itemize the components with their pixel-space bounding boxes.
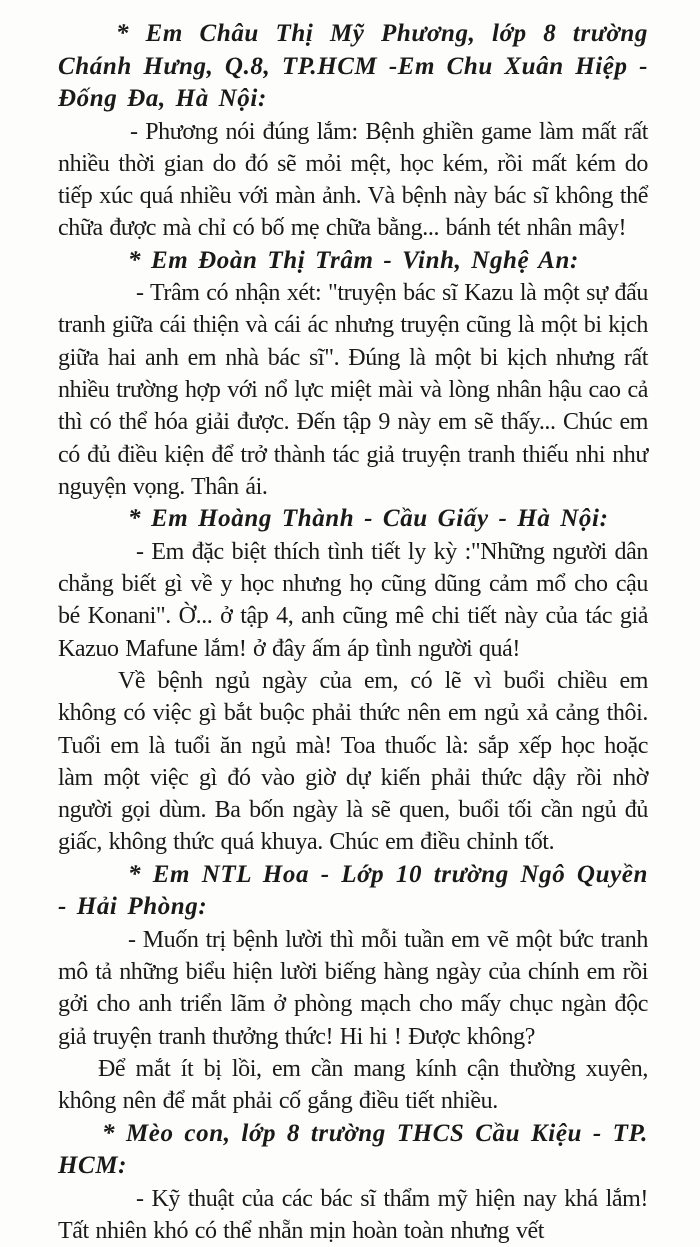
letter-reply-2 bbox=[58, 245, 648, 504]
letter-reply-1 bbox=[58, 18, 648, 245]
letter-heading: * Em Hoàng Thành - Cầu Giấy - Hà Nội: bbox=[128, 505, 609, 533]
reply-paragraph: - Em đặc biệt thích tình tiết ly kỳ :"Những người dân chẳng biết gì về y học nhưng họ cũng dũng cảm mổ cho cậu bé Konani". Ờ... ở tập 4, anh cũng mê chi tiết này của tác giả Kazuo Mafune lắm! ở đây ấm áp tình người quá! bbox=[58, 538, 648, 662]
text-column bbox=[58, 18, 648, 1247]
letter-heading: * Mèo con, lớp 8 trường THCS Cầu Kiệu - TP. HCM: bbox=[58, 1119, 648, 1180]
letter-heading: * Em Đoàn Thị Trâm - Vinh, Nghệ An: bbox=[128, 246, 579, 274]
letter-reply-5 bbox=[58, 1118, 648, 1247]
letter-reply-4 bbox=[58, 859, 648, 1118]
letter-heading: * Em Châu Thị Mỹ Phương, lớp 8 trường Chánh Hưng, Q.8, TP.HCM -Em Chu Xuân Hiệp - Đống Đa, Hà Nội: bbox=[58, 20, 648, 112]
letter-heading: * Em NTL Hoa - Lớp 10 trường Ngô Quyền - Hải Phòng: bbox=[58, 860, 648, 921]
reply-paragraph: Để mắt ít bị lồi, em cần mang kính cận thường xuyên, không nên để mắt phải cố gắng điều tiết nhiều. bbox=[58, 1055, 648, 1115]
reply-paragraph: - Trâm có nhận xét: "truyện bác sĩ Kazu là một sự đấu tranh giữa cái thiện và cái ác nhưng truyện cũng là một bi kịch giữa hai anh em nhà bác sĩ". Đúng là một bi kịch nhưng rất nhiều trường hợp với nổ lực miệt mài và lòng nhân hậu cao cả thì có thể hóa giải được. Đến tập 9 này em sẽ thấy... Chúc em có đủ điều kiện để trở thành tác giả truyện tranh thiếu nhi như nguyện vọng. Thân ái. bbox=[58, 280, 648, 500]
reply-paragraph: - Kỹ thuật của các bác sĩ thẩm mỹ hiện nay khá lắm! Tất nhiên khó có thể nhẵn mịn hoàn toàn nhưng vết bbox=[58, 1185, 648, 1244]
reply-paragraph: - Phương nói đúng lắm: Bệnh ghiền game làm mất rất nhiều thời gian do đó sẽ mỏi mệt, học kém, rồi mất kém do tiếp xúc quá nhiều với màn ảnh. Và bệnh này bác sĩ không thể chữa được mà chỉ có bố mẹ chữa bằng... bánh tét nhân mây! bbox=[58, 118, 648, 242]
reply-paragraph: - Muốn trị bệnh lười thì mỗi tuần em vẽ một bức tranh mô tả những biểu hiện lười biếng hàng ngày của chính em rồi gởi cho anh triển lãm ở phòng mạch cho mấy chục ngàn độc giả truyện tranh thưởng thức! Hi hi ! Được không? bbox=[58, 926, 648, 1050]
letter-reply-3 bbox=[58, 503, 648, 858]
reply-paragraph: Về bệnh ngủ ngày của em, có lẽ vì buổi chiều em không có việc gì bắt buộc phải thức nên em ngủ xả cảng thôi. Tuổi em là tuổi ăn ngủ mà! Toa thuốc là: sắp xếp học hoặc làm một việc gì đó vào giờ dự kiến phải thức dậy rồi nhờ người gọi dùm. Ba bốn ngày là sẽ quen, buổi tối cần ngủ đủ giấc, không thức quá khuya. Chúc em điều chỉnh tốt. bbox=[58, 667, 648, 856]
